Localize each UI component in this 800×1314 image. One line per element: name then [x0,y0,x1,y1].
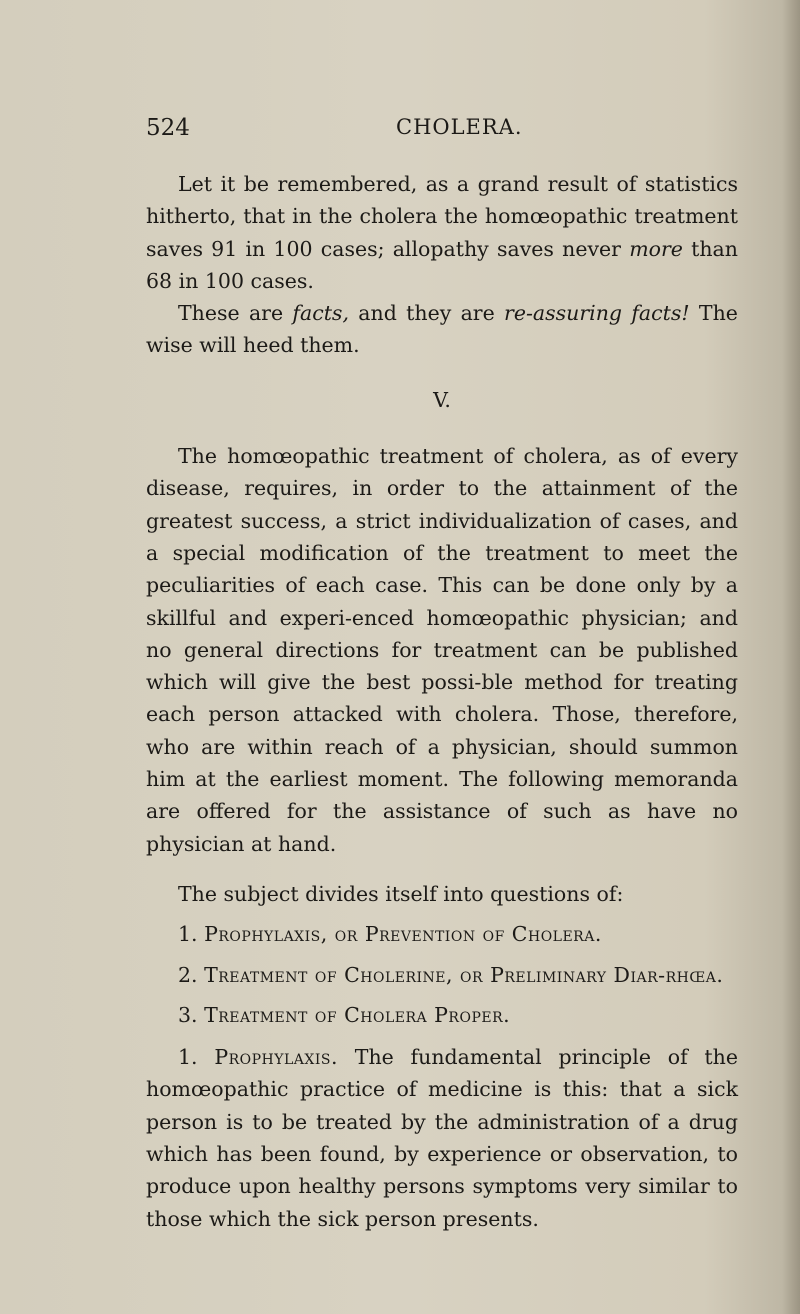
paragraph-treatment: The homœopathic treatment of cholera, as of every disease, requires, in order to the attainment of the greatest success, a strict individualization of cases, and a special modification of the treatment to meet the peculiarities of each case. This can be done only by a skillful and experi-enced homœopathic physician; and no general directions for treatment can be published which will give the best possi-ble method for treating each person attacked with cholera. Those, therefore, who are within reach of a physician, should summon him at the earliest moment. The following memoranda are offered for the assistance of such as have no physician at hand. [146,444,738,856]
prophylaxis-heading: Prophylaxis. [214,1045,339,1070]
page-number: 524 [146,115,190,141]
paragraph-facts: These are facts, and they are re-assuring facts! The wise will heed them. [146,301,738,358]
page-body [146,168,738,1235]
emphasis-reassuring: re-assuring facts! [504,301,690,326]
running-head: CHOLERA. [396,115,523,139]
paragraph-subject: The subject divides itself into questions of: [178,881,624,906]
page-edge-shadow [782,0,800,1314]
emphasis-facts: facts, [292,301,349,326]
list-item: 2. Treatment of Cholerine, or Preliminary Diar-rhœa. [178,962,724,987]
list-item: 1. Prophylaxis, or Prevention of Cholera. [178,922,602,947]
page-header [146,115,700,155]
section-heading: V. [433,387,451,412]
paragraph-prophylaxis: 1. Prophylaxis. The fundamental principle of the homœopathic practice of medicine is this: that a sick person is to be treated by the administration of a drug which has been found, by experience or observation, to produce upon healthy persons symptoms very similar to those which the sick person presents. [146,1045,738,1231]
list-item: 3. Treatment of Cholera Proper. [178,1002,511,1027]
paragraph-statistics: Let it be remembered, as a grand result of statistics hitherto, that in the cholera the homœopathic treatment saves 91 in 100 cases; allopathy saves never more than 68 in 100 cases. [146,172,738,293]
emphasis-more: more [629,236,683,261]
